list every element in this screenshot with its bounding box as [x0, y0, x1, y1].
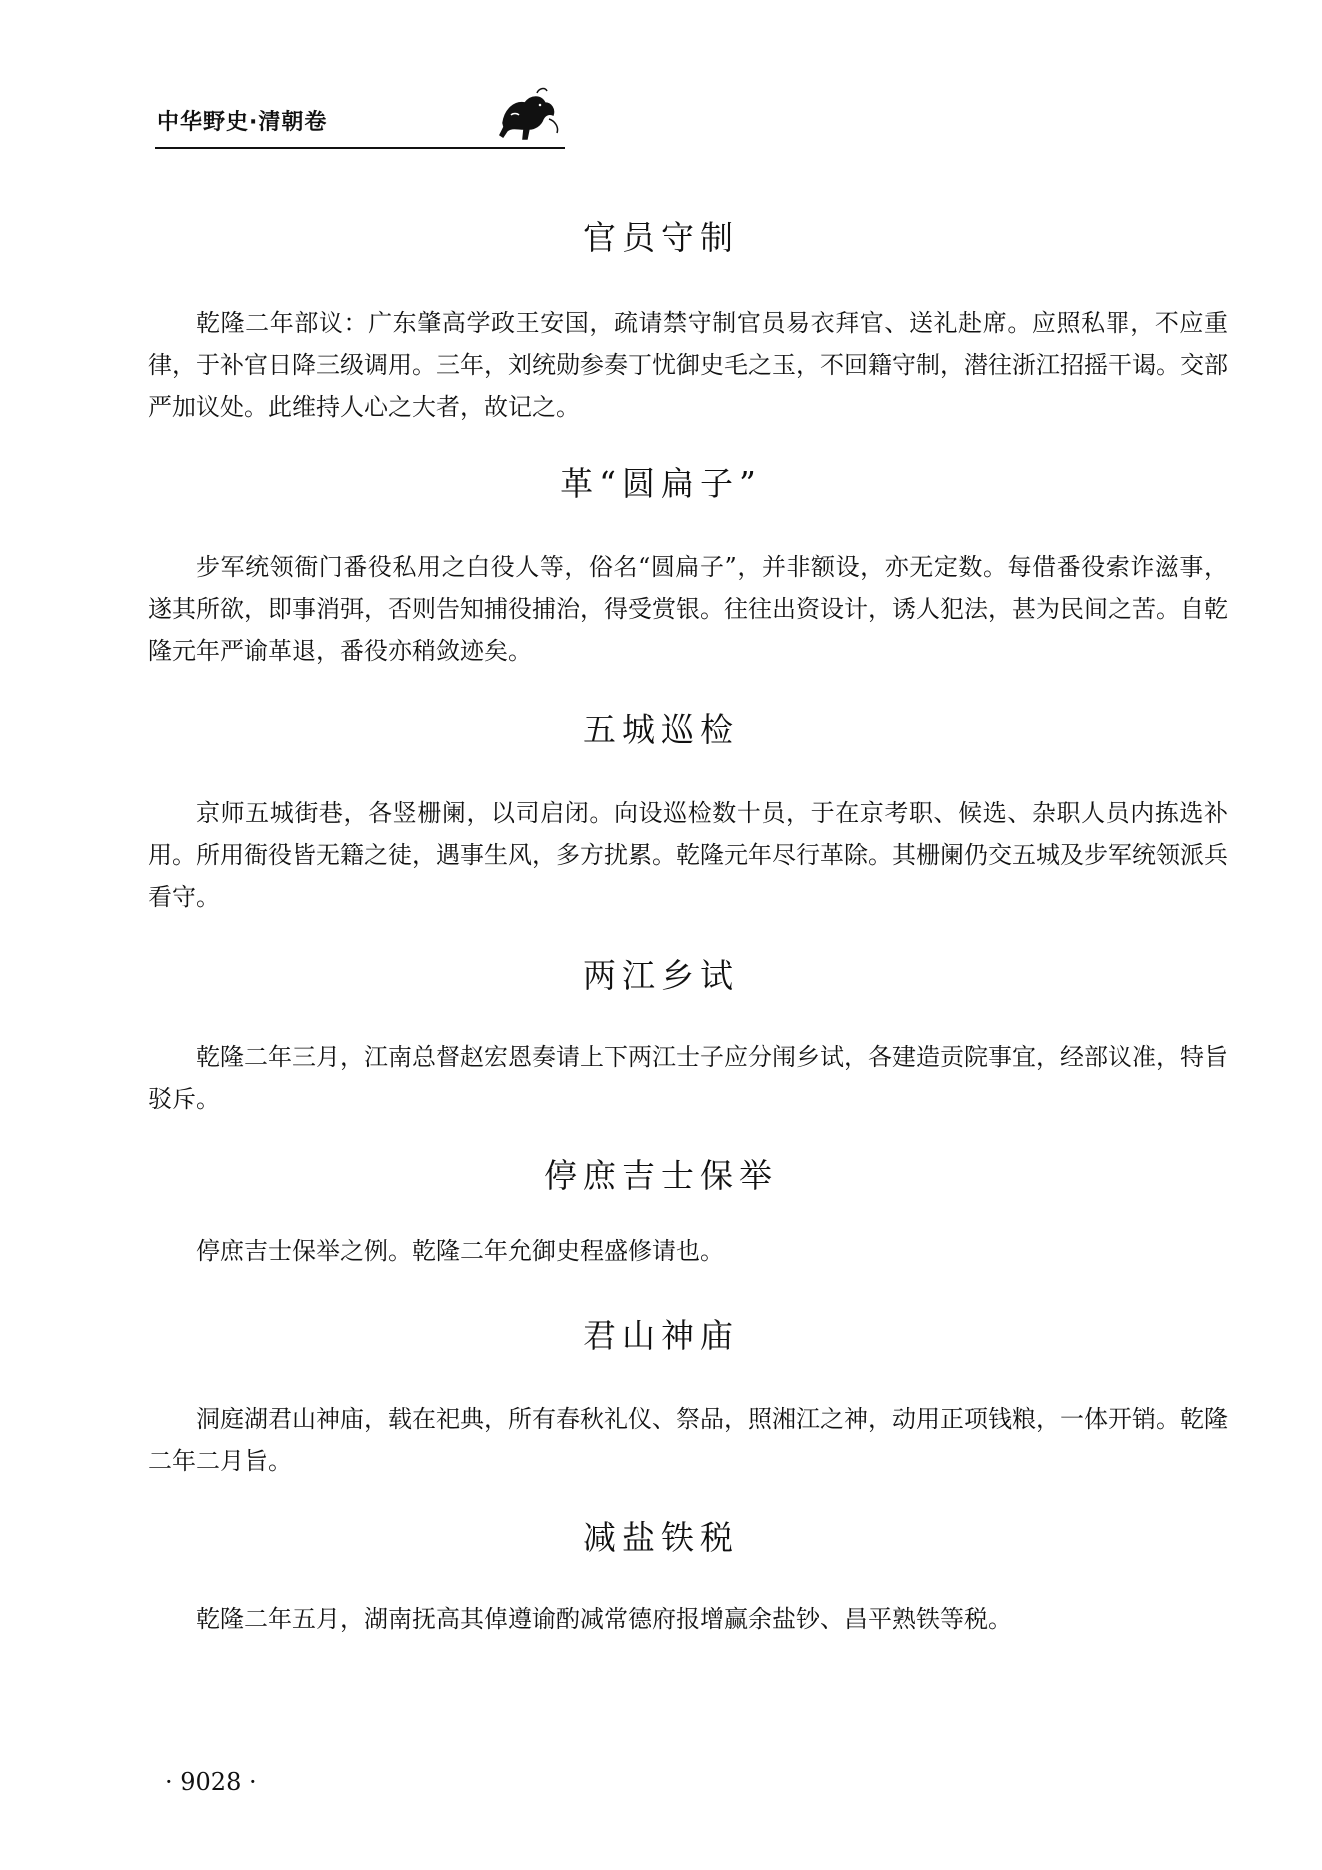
section-body: 步军统领衙门番役私用之白役人等，俗名“圆扁子”，并非额设，亦无定数。每借番役索诈滋事，遂其所欲，即事消弭，否则告知捕役捕治，得受赏银。往往出资设计，诱人犯法，甚为民间之苦。自乾隆元年严谕革退，番役亦稍敛迹矣。 — [148, 553, 1228, 665]
page-number: · 9028 · — [165, 1768, 257, 1796]
running-header — [155, 85, 565, 155]
section-title: 五城巡检 — [583, 710, 739, 749]
section-title: 君山神庙 — [583, 1316, 739, 1355]
header-rule — [155, 147, 565, 149]
section-title: 停庶吉士保举 — [544, 1156, 778, 1195]
section-body: 京师五城街巷，各竖栅阑，以司启闭。向设巡检数十员，于在京考职、候选、杂职人员内拣选补用。所用衙役皆无籍之徒，遇事生风，多方扰累。乾隆元年尽行革除。其栅阑仍交五城及步军统领派兵看守。 — [148, 799, 1228, 911]
lion-emblem-icon — [493, 85, 563, 145]
section-title: 两江乡试 — [583, 956, 739, 995]
section-body: 乾隆二年三月，江南总督赵宏恩奏请上下两江士子应分闱乡试，各建造贡院事宜，经部议准，特旨驳斥。 — [148, 1043, 1228, 1113]
section-body: 乾隆二年五月，湖南抚高其倬遵谕酌减常德府报增赢余盐钞、昌平熟铁等税。 — [196, 1605, 1012, 1633]
section-body: 洞庭湖君山神庙，载在祀典，所有春秋礼仪、祭品，照湘江之神，动用正项钱粮，一体开销。乾隆二年二月旨。 — [148, 1405, 1228, 1475]
book-title: 中华野史·清朝卷 — [157, 110, 328, 135]
section-title: 官员守制 — [583, 218, 739, 257]
section-title: 革“圆扁子” — [560, 464, 762, 503]
section-title: 减盐铁税 — [583, 1518, 739, 1557]
section-body: 停庶吉士保举之例。乾隆二年允御史程盛修请也。 — [196, 1237, 724, 1265]
section-body: 乾隆二年部议：广东肇高学政王安国，疏请禁守制官员易衣拜官、送礼赴席。应照私罪，不应重律，于补官日降三级调用。三年，刘统勋参奏丁忧御史毛之玉，不回籍守制，潜往浙江招摇干谒。交部严加议处。此维持人心之大者，故记之。 — [148, 309, 1228, 421]
